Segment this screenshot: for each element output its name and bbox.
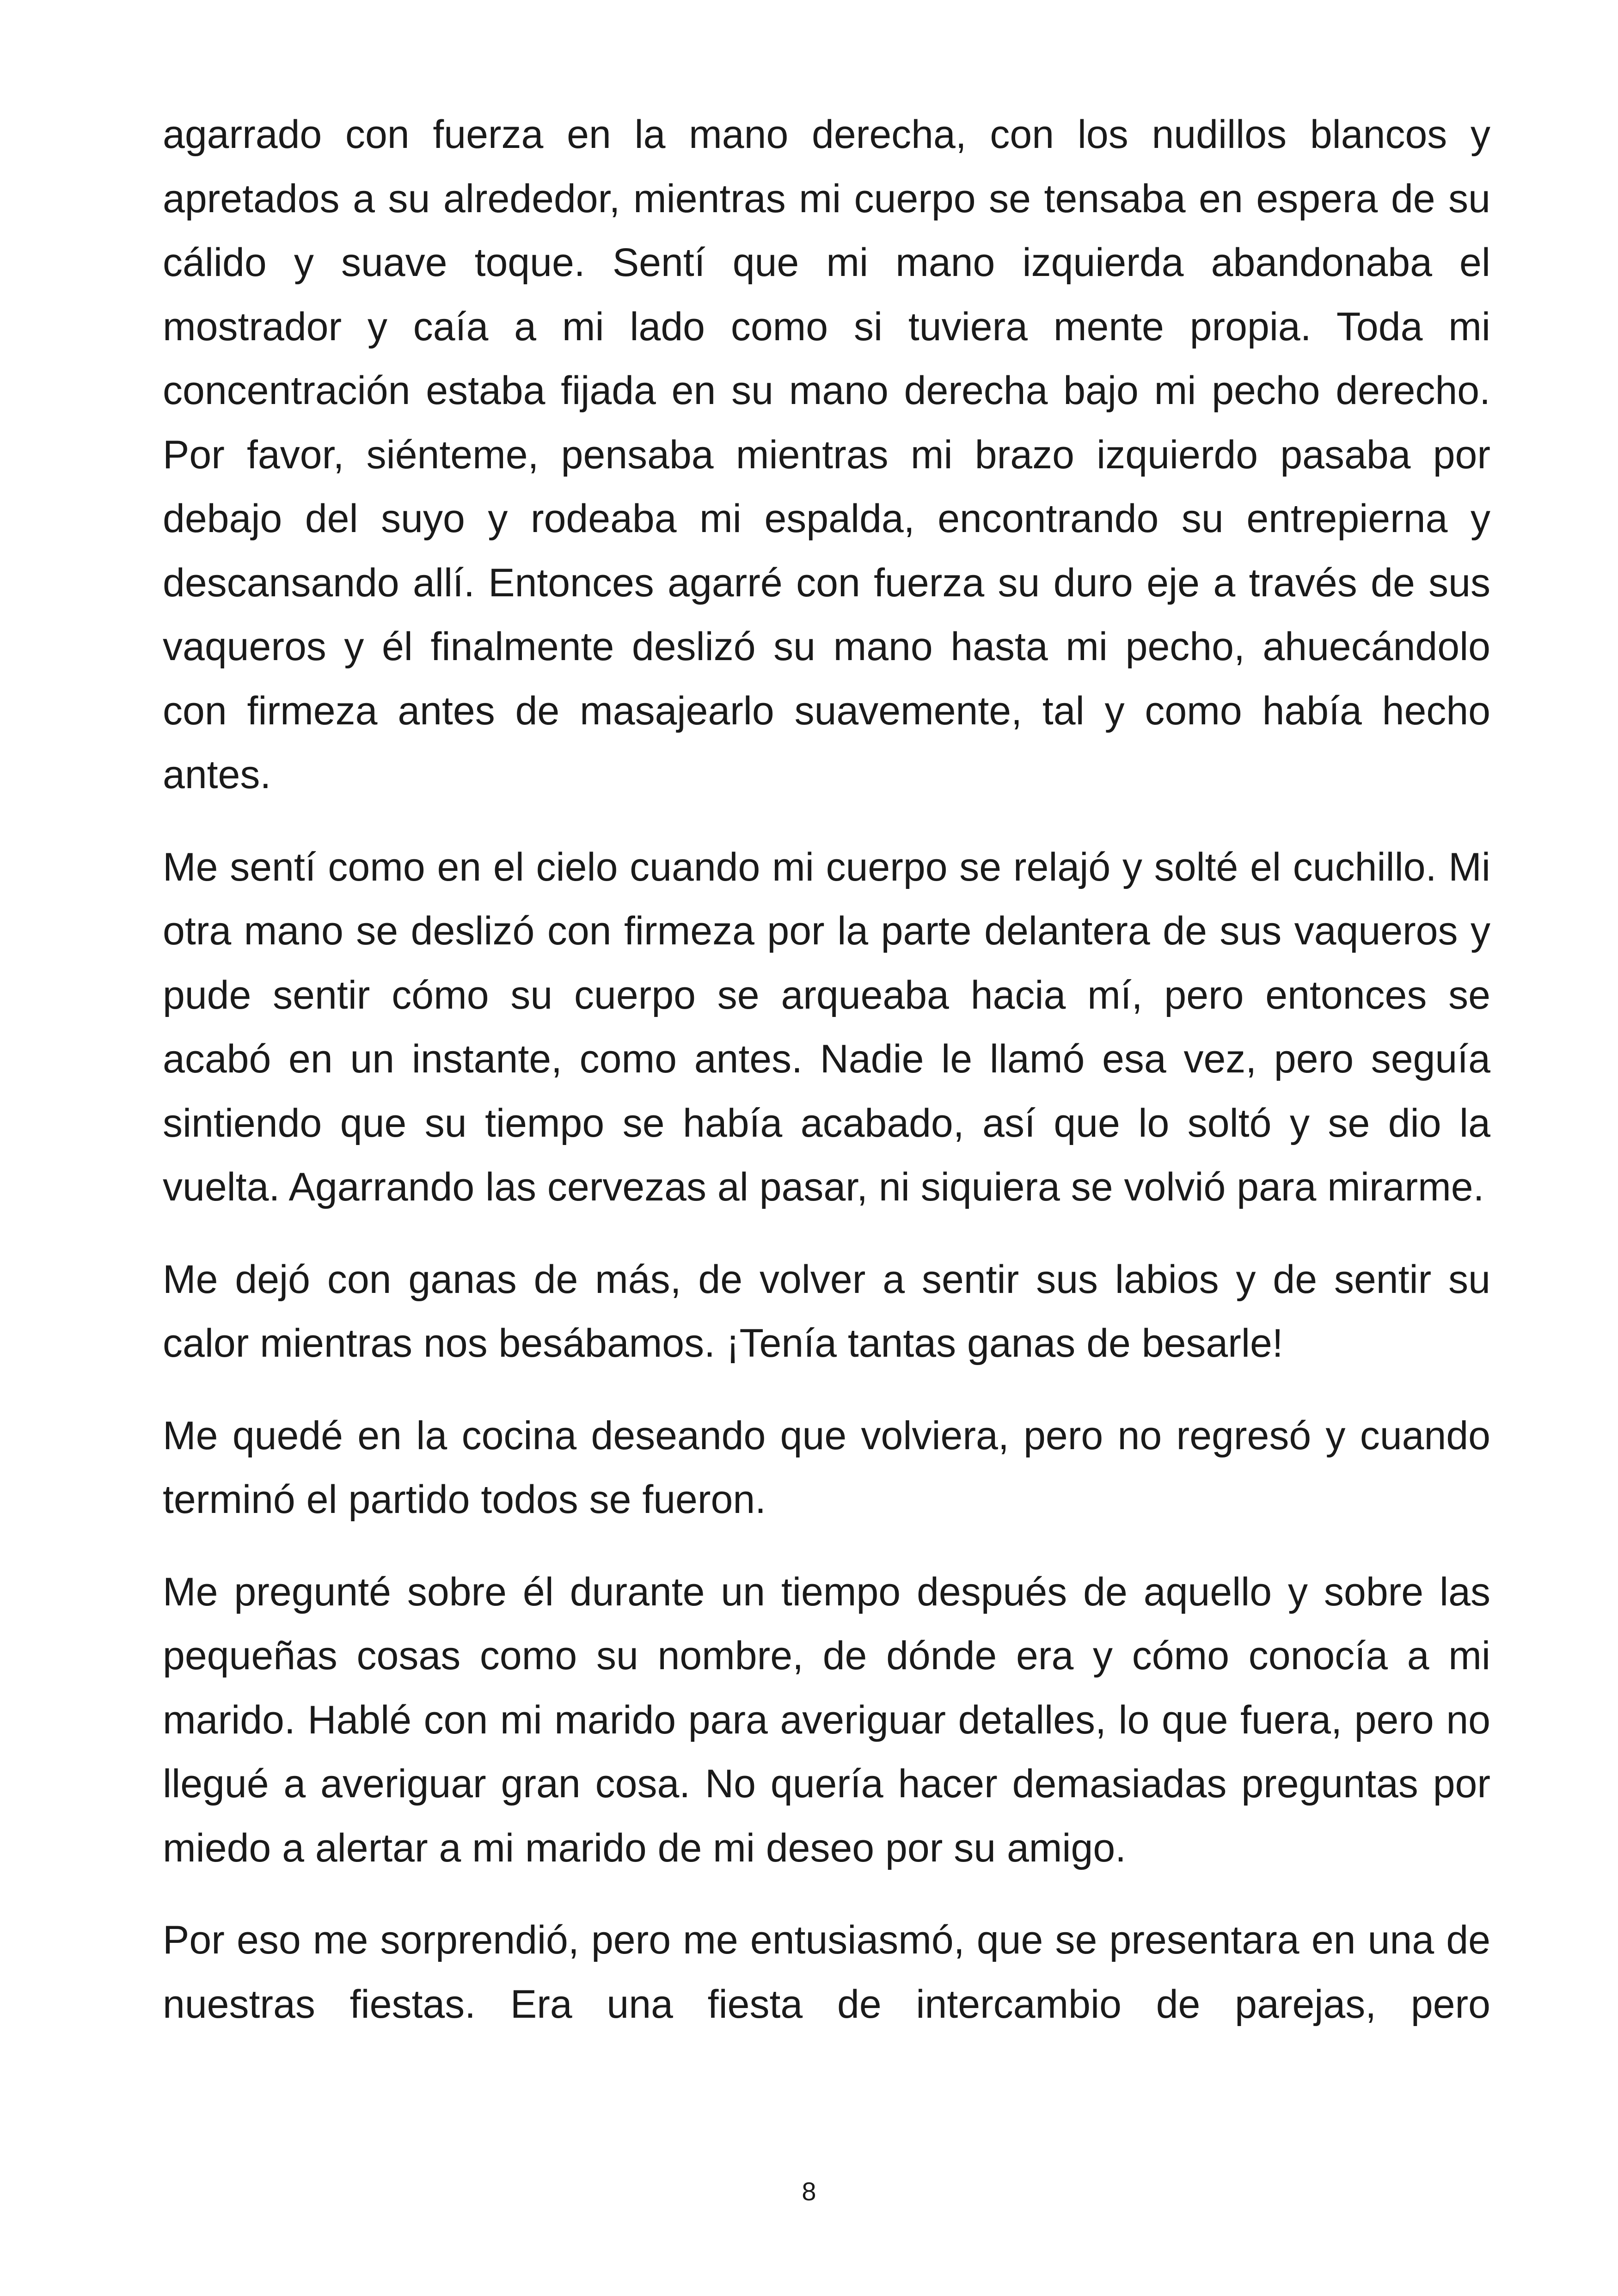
page-number: 8 <box>802 2177 816 2206</box>
paragraph-1: agarrado con fuerza en la mano derecha, con los nudillos blancos y apretados a su alrededor, mientras mi cuerpo se tensaba en espera de su cálido y suave toque. Sentí que mi mano izquierda abandonaba el mostrador y caía a mi lado como si tuviera mente propia. Toda mi concentración estaba fijada en su mano derecha bajo mi pecho derecho. Por favor, siénteme, pensaba mientras mi brazo izquierdo pasaba por debajo del suyo y rodeaba mi espalda, encontrando su entrepierna y descansando allí. Entonces agarré con fuerza su duro eje a través de sus vaqueros y él finalmente deslizó su mano hasta mi pecho, ahuecándolo con firmeza antes de masajearlo suavemente, tal y como había hecho antes. <box>163 112 1490 797</box>
paragraph-3: Me dejó con ganas de más, de volver a sentir sus labios y de sentir su calor mientras nos besábamos. ¡Tenía tantas ganas de besarle! <box>163 1257 1490 1365</box>
paragraph-2: Me sentí como en el cielo cuando mi cuerpo se relajó y solté el cuchillo. Mi otra mano se deslizó con firmeza por la parte delantera de sus vaqueros y pude sentir cómo su cuerpo se arqueaba hacia mí, pero entonces se acabó en un instante, como antes. Nadie le llamó esa vez, pero seguía sintiendo que su tiempo se había acabado, así que lo soltó y se dio la vuelta. Agarrando las cervezas al pasar, ni siquiera se volvió para mirarme. <box>163 845 1490 1209</box>
paragraph-4: Me quedé en la cocina deseando que volviera, pero no regresó y cuando terminó el partido todos se fueron. <box>163 1413 1490 1522</box>
body-text <box>163 103 1490 2064</box>
paragraph-6: Por eso me sorprendió, pero me entusiasmó, que se presentara en una de nuestras fiestas. Era una fiesta de intercambio de parejas, pero <box>163 1918 1490 2027</box>
paragraph-5: Me pregunté sobre él durante un tiempo después de aquello y sobre las pequeñas cosas como su nombre, de dónde era y cómo conocía a mi marido. Hablé con mi marido para averiguar detalles, lo que fuera, pero no llegué a averiguar gran cosa. No quería hacer demasiadas preguntas por miedo a alertar a mi marido de mi deseo por su amigo. <box>163 1569 1490 1870</box>
